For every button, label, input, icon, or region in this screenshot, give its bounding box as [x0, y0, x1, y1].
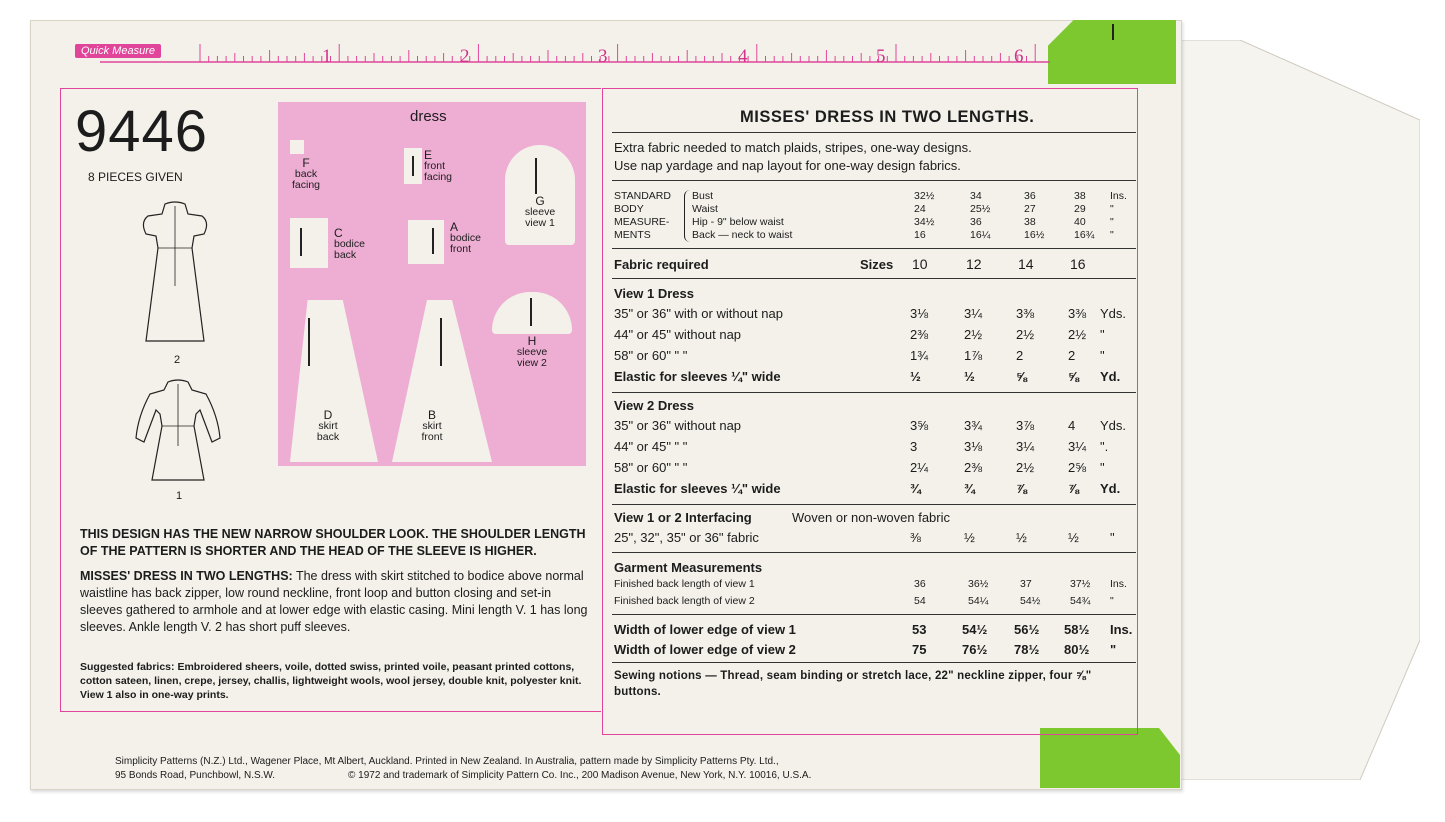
- rule: [612, 614, 1136, 615]
- view2-cell: 3¼: [1016, 439, 1035, 454]
- view1-unit: ": [1100, 348, 1105, 363]
- garment-row-name: Finished back length of view 1: [614, 578, 755, 590]
- ruler-number: 4: [738, 46, 748, 67]
- view1-cell: 3¼: [964, 306, 983, 321]
- view1-title: View 1 Dress: [614, 286, 694, 301]
- view1-unit: Yds.: [1100, 306, 1127, 321]
- garment-unit: Ins.: [1110, 578, 1127, 590]
- measurement-cell: 16: [914, 229, 926, 241]
- view2-unit: Yds.: [1100, 418, 1127, 433]
- view1-cell: 1⅞: [964, 348, 983, 363]
- width-cell: 53: [912, 622, 927, 637]
- size-header: 16: [1070, 256, 1086, 272]
- measurement-cell: 25½: [970, 203, 991, 215]
- view1-cell: ⅝: [1068, 369, 1079, 384]
- measurement-cell: 16¼: [970, 229, 991, 241]
- rule: [612, 180, 1136, 181]
- measurement-cell: 16¾: [1074, 229, 1095, 241]
- sizes-label: Sizes: [860, 257, 894, 272]
- envelope-flap: [1180, 40, 1420, 780]
- view1-unit: ": [1100, 327, 1105, 342]
- piece-e-label: E front facing: [424, 148, 453, 183]
- view2-cell: 3: [910, 439, 918, 454]
- ruler-number: 6: [1014, 46, 1024, 67]
- view2-cell: 2¼: [910, 460, 929, 475]
- interfacing-row-name: 25", 32", 35" or 36" fabric: [614, 530, 759, 545]
- measurement-row-name: Bust: [692, 190, 714, 202]
- view2-row-name: Elastic for sleeves ¼" wide: [614, 481, 781, 496]
- std-label: STANDARD: [614, 190, 671, 202]
- suggested-fabrics: Suggested fabrics: Embroidered sheers, voile, dotted swiss, printed voile, peasant printed cottons, cotton sateen, linen, crepe, jersey, challis, lightweight wools, wool jersey, double knit, polyester knit. View 1 also in one-way prints.: [80, 661, 582, 701]
- rule: [612, 504, 1136, 505]
- brace-icon: [684, 190, 691, 242]
- sewing-notions: Sewing notions — Thread, seam binding or stretch lace, 22" neckline zipper, four ⅝" buttons.: [614, 670, 1092, 698]
- view1-cell: 2: [1016, 348, 1024, 363]
- interfacing-cell: ⅜: [910, 530, 921, 545]
- interfacing-note: Woven or non-woven fabric: [792, 510, 951, 525]
- view2-row-name: 58" or 60" " ": [614, 460, 688, 475]
- grain-arrow-icon: [432, 228, 434, 254]
- view1-row-name: 35" or 36" with or without nap: [614, 306, 783, 321]
- note-line: Extra fabric needed to match plaids, stripes, one-way designs.: [614, 140, 972, 155]
- piece-g-label: G sleeve view 1: [524, 194, 556, 229]
- ruler-number: 3: [598, 46, 608, 67]
- measurement-cell: 38: [1074, 190, 1086, 202]
- rule: [612, 552, 1136, 553]
- title-rule: [612, 132, 1136, 133]
- view2-cell: 2⅜: [964, 460, 983, 475]
- measurement-cell: 29: [1074, 203, 1086, 215]
- measurement-cell: 24: [914, 203, 926, 215]
- footer-line-1: Simplicity Patterns (N.Z.) Ltd., Wagener Place, Mt Albert, Auckland. Printed in New Zealand. In Australia, pattern made by Simplicity Patterns Pty. Ltd.,: [115, 756, 779, 767]
- pieces-given: 8 PIECES GIVEN: [88, 170, 183, 184]
- quick-measure-label: Quick Measure: [75, 44, 161, 58]
- view2-unit: ".: [1100, 439, 1109, 454]
- garment-cell: 54: [914, 595, 926, 607]
- view1-cell: 3⅛: [910, 306, 929, 321]
- piece-h-label: H sleeve view 2: [516, 334, 548, 369]
- garment-cell: 54¼: [968, 595, 989, 607]
- view2-cell: ¾: [964, 481, 975, 496]
- shoulder-note: THIS DESIGN HAS THE NEW NARROW SHOULDER LOOK. THE SHOULDER LENGTH OF THE PATTERN IS SHORTER AND THE HEAD OF THE SLEEVE IS HIGHER.: [80, 527, 586, 558]
- view2-cell: 3⅝: [910, 418, 929, 433]
- measurement-cell: 34: [970, 190, 982, 202]
- dress-sketch-view-1: [128, 376, 228, 486]
- view2-cell: ⅞: [1068, 481, 1079, 496]
- width-cell: 54½: [962, 622, 988, 637]
- garment-cell: 54¾: [1070, 595, 1091, 607]
- interfacing-title: View 1 or 2 Interfacing: [614, 510, 752, 525]
- garment-cell: 36: [914, 578, 926, 590]
- grain-arrow-icon: [308, 318, 310, 366]
- footer-line-2a: 95 Bonds Road, Punchbowl, N.S.W.: [115, 770, 276, 781]
- measurement-cell: 36: [1024, 190, 1036, 202]
- fabric-required-label: Fabric required: [614, 257, 709, 272]
- piece-f-shape: [290, 140, 304, 154]
- interfacing-cell: ½: [964, 530, 975, 545]
- rule: [612, 248, 1136, 249]
- view1-cell: 2⅜: [910, 327, 929, 342]
- view1-row-name: 44" or 45" without nap: [614, 327, 742, 342]
- view2-cell: 3⅛: [964, 439, 983, 454]
- panel-title: dress: [410, 108, 447, 125]
- view1-cell: 3⅜: [1068, 306, 1087, 321]
- view1-cell: 1¾: [910, 348, 929, 363]
- garment-unit: ": [1110, 595, 1114, 607]
- view2-row-name: 35" or 36" without nap: [614, 418, 742, 433]
- measurement-cell: 16½: [1024, 229, 1045, 241]
- quick-measure-ruler: [60, 42, 1050, 70]
- width-row-name: Width of lower edge of view 1: [614, 622, 796, 637]
- std-label: BODY: [614, 203, 644, 215]
- width-row-name: Width of lower edge of view 2: [614, 642, 796, 657]
- ruler-number: 5: [876, 46, 886, 67]
- description-paragraph: MISSES' DRESS IN TWO LENGTHS: The dress with skirt stitched to bodice above normal waistline has back zipper, low round neckline, front loop and button closing and set-in sleeves gathered to armhole and at lower edge with elastic casing. Mini length V. 1 has long sleeves. Ankle length V. 2 has short puff sleeves.: [80, 569, 588, 634]
- rule: [612, 392, 1136, 393]
- note-line: Use nap yardage and nap layout for one-way design fabrics.: [614, 158, 961, 173]
- dress-sketch-view-2: [130, 196, 220, 346]
- measurement-cell: 32½: [914, 190, 935, 202]
- view1-cell: ½: [910, 369, 921, 384]
- view1-cell: 2½: [1068, 327, 1087, 342]
- size-header: 14: [1018, 256, 1034, 272]
- view-2-label: 2: [174, 354, 181, 366]
- grain-arrow-icon: [535, 158, 537, 194]
- view1-row-name: Elastic for sleeves ¼" wide: [614, 369, 781, 384]
- piece-a-label: A bodice front: [450, 220, 481, 255]
- measurement-cell: 40: [1074, 216, 1086, 228]
- pattern-number: 9446: [75, 99, 209, 164]
- measurement-unit: ": [1110, 216, 1114, 228]
- view2-cell: ¾: [910, 481, 921, 496]
- width-unit: ": [1110, 642, 1117, 657]
- view1-cell: 2: [1068, 348, 1076, 363]
- piece-b-label: B skirt front: [421, 408, 443, 443]
- measurement-cell: 38: [1024, 216, 1036, 228]
- garment-cell: 37½: [1070, 578, 1091, 590]
- view2-unit: ": [1100, 460, 1105, 475]
- green-corner-bottom: [1040, 728, 1180, 788]
- piece-f-label: F back facing: [291, 156, 321, 191]
- piece-c-label: C bodice back: [334, 226, 365, 261]
- std-label: MENTS: [614, 229, 651, 241]
- view2-row-name: 44" or 45" " ": [614, 439, 688, 454]
- ruler-number: 2: [460, 46, 470, 67]
- width-unit: Ins.: [1110, 622, 1133, 637]
- view1-cell: 2½: [964, 327, 983, 342]
- view1-cell: ½: [964, 369, 975, 384]
- width-cell: 78½: [1014, 642, 1040, 657]
- measurement-cell: 34½: [914, 216, 935, 228]
- measurement-row-name: Waist: [692, 203, 718, 215]
- grain-arrow-icon: [300, 228, 302, 256]
- view-1-label: 1: [176, 490, 183, 502]
- garment-cell: 36½: [968, 578, 989, 590]
- measurement-row-name: Back — neck to waist: [692, 229, 793, 241]
- grain-arrow-icon: [412, 156, 414, 176]
- size-header: 12: [966, 256, 982, 272]
- view2-cell: 3¾: [964, 418, 983, 433]
- view1-cell: 2½: [1016, 327, 1035, 342]
- interfacing-unit: ": [1110, 530, 1115, 545]
- grain-arrow-icon: [530, 298, 532, 326]
- view2-cell: 4: [1068, 418, 1076, 433]
- view2-cell: 3¼: [1068, 439, 1087, 454]
- right-title: MISSES' DRESS IN TWO LENGTHS.: [740, 108, 1035, 126]
- green-tab-line: [1112, 24, 1114, 40]
- size-header: 10: [912, 256, 928, 272]
- measurement-unit: ": [1110, 229, 1114, 241]
- view1-cell: 3⅜: [1016, 306, 1035, 321]
- std-label: MEASURE-: [614, 216, 670, 228]
- view2-cell: ⅞: [1016, 481, 1027, 496]
- measurement-row-name: Hip - 9" below waist: [692, 216, 784, 228]
- view1-unit: Yd.: [1100, 369, 1121, 384]
- view1-row-name: 58" or 60" " ": [614, 348, 688, 363]
- interfacing-cell: ½: [1068, 530, 1079, 545]
- piece-c-shape: [290, 218, 328, 268]
- width-cell: 56½: [1014, 622, 1040, 637]
- rule: [612, 278, 1136, 279]
- view2-unit: Yd.: [1100, 481, 1121, 496]
- measurement-cell: 27: [1024, 203, 1036, 215]
- ruler-number: 1: [322, 46, 332, 67]
- garment-title: Garment Measurements: [614, 560, 763, 575]
- measurement-unit: Ins.: [1110, 190, 1127, 202]
- view2-cell: 3⅞: [1016, 418, 1035, 433]
- width-cell: 80½: [1064, 642, 1090, 657]
- rule: [612, 662, 1136, 663]
- piece-d-label: D skirt back: [316, 408, 340, 443]
- view1-cell: ⅝: [1016, 369, 1027, 384]
- garment-row-name: Finished back length of view 2: [614, 595, 755, 607]
- garment-cell: 37: [1020, 578, 1032, 590]
- view2-cell: 2½: [1016, 460, 1035, 475]
- width-cell: 75: [912, 642, 927, 657]
- view2-cell: 2⅝: [1068, 460, 1087, 475]
- grain-arrow-icon: [440, 318, 442, 366]
- view2-title: View 2 Dress: [614, 398, 694, 413]
- width-cell: 58½: [1064, 622, 1090, 637]
- piece-a-shape: [408, 220, 444, 264]
- measurement-unit: ": [1110, 203, 1114, 215]
- footer-line-2b: © 1972 and trademark of Simplicity Pattern Co. Inc., 200 Madison Avenue, New York, N.Y. 10016, U.S.A.: [348, 770, 812, 781]
- garment-cell: 54½: [1020, 595, 1041, 607]
- width-cell: 76½: [962, 642, 988, 657]
- interfacing-cell: ½: [1016, 530, 1027, 545]
- measurement-cell: 36: [970, 216, 982, 228]
